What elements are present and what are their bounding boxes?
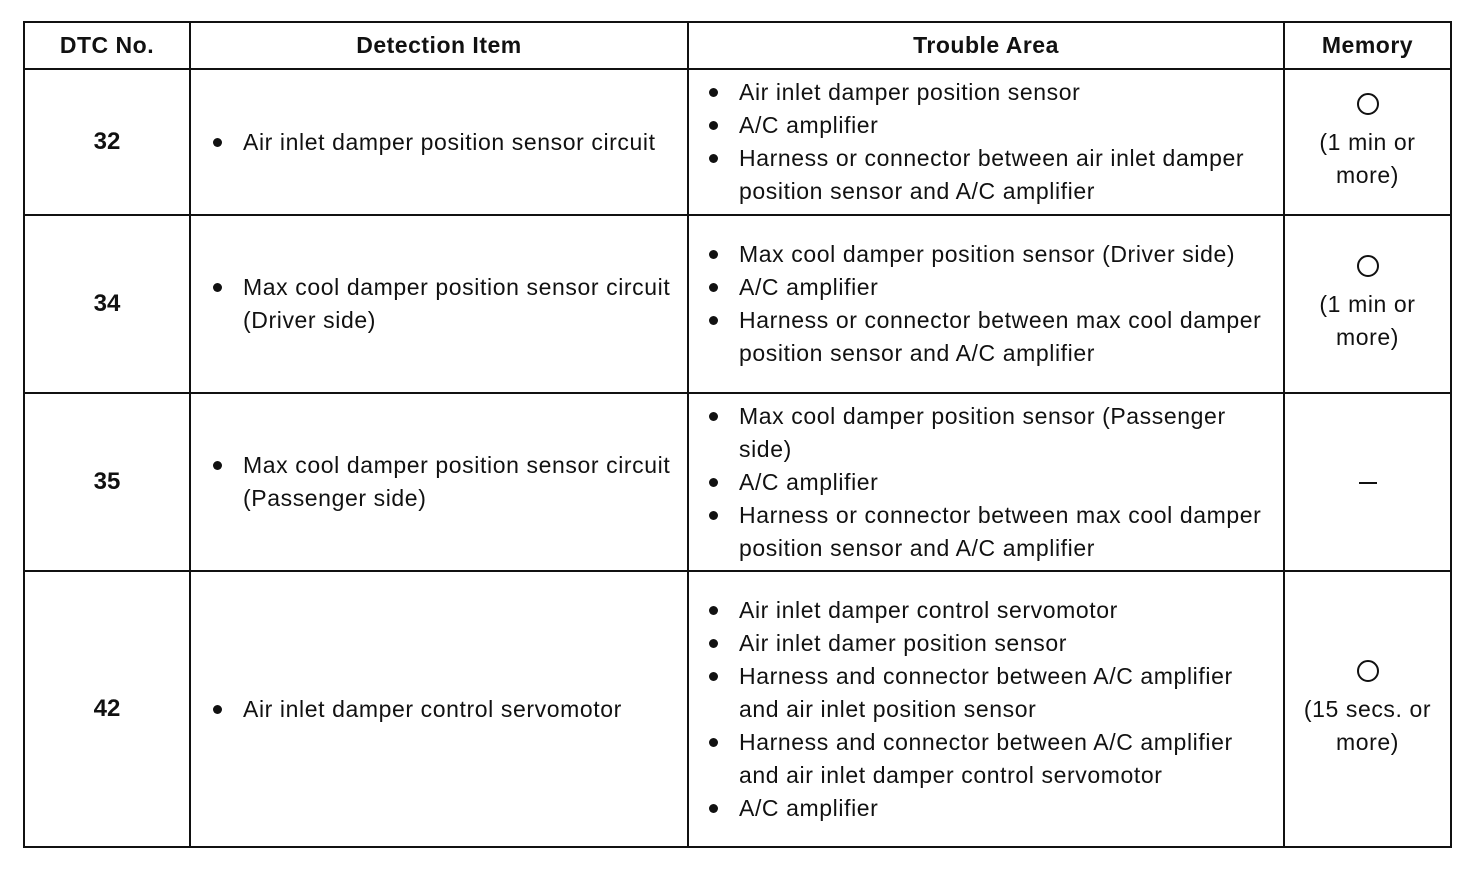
trouble-area-cell bbox=[688, 571, 1284, 847]
trouble-item: Max cool damper position sensor (Passenger side) bbox=[705, 400, 1273, 466]
trouble-item: Air inlet damer position sensor bbox=[705, 627, 1273, 660]
table-row bbox=[24, 215, 1451, 393]
table-row bbox=[24, 393, 1451, 571]
detection-list bbox=[209, 271, 677, 337]
detection-item-cell bbox=[190, 215, 688, 393]
detection-item: Air inlet damper position sensor circuit bbox=[209, 126, 677, 159]
memory-cell bbox=[1284, 69, 1451, 215]
trouble-item: Harness or connector between max cool damper position sensor and A/C amplifier bbox=[705, 499, 1273, 565]
header-memory: Memory bbox=[1284, 22, 1451, 69]
detection-item-cell bbox=[190, 571, 688, 847]
memory-cell bbox=[1284, 571, 1451, 847]
trouble-list bbox=[705, 594, 1273, 825]
memory-circle-icon bbox=[1357, 255, 1379, 277]
trouble-item: A/C amplifier bbox=[705, 466, 1273, 499]
memory-circle-icon bbox=[1357, 660, 1379, 682]
memory-cell bbox=[1284, 393, 1451, 571]
detection-list bbox=[209, 693, 677, 726]
detection-list bbox=[209, 449, 677, 515]
header-dtc-no: DTC No. bbox=[24, 22, 190, 69]
header-row bbox=[24, 22, 1451, 69]
dtc-number: 42 bbox=[24, 571, 190, 847]
trouble-item: A/C amplifier bbox=[705, 109, 1273, 142]
trouble-item: Air inlet damper control servomotor bbox=[705, 594, 1273, 627]
trouble-item: A/C amplifier bbox=[705, 792, 1273, 825]
trouble-list bbox=[705, 76, 1273, 208]
detection-item-cell bbox=[190, 69, 688, 215]
trouble-area-cell bbox=[688, 393, 1284, 571]
dtc-table bbox=[23, 21, 1452, 848]
memory-dash-icon bbox=[1359, 482, 1377, 484]
trouble-item: A/C amplifier bbox=[705, 271, 1273, 304]
trouble-item: Max cool damper position sensor (Driver side) bbox=[705, 238, 1273, 271]
detection-item: Max cool damper position sensor circuit (Passenger side) bbox=[209, 449, 677, 515]
dtc-number: 32 bbox=[24, 69, 190, 215]
trouble-item: Harness and connector between A/C amplifier and air inlet position sensor bbox=[705, 660, 1273, 726]
memory-note: (15 secs. or more) bbox=[1303, 695, 1432, 755]
trouble-item: Harness or connector between max cool damper position sensor and A/C amplifier bbox=[705, 304, 1273, 370]
memory-circle-icon bbox=[1357, 93, 1379, 115]
table-row bbox=[24, 69, 1451, 215]
dtc-number: 35 bbox=[24, 393, 190, 571]
memory-cell bbox=[1284, 215, 1451, 393]
trouble-item: Air inlet damper position sensor bbox=[705, 76, 1273, 109]
header-detection-item: Detection Item bbox=[190, 22, 688, 69]
header-trouble-area: Trouble Area bbox=[688, 22, 1284, 69]
trouble-area-cell bbox=[688, 69, 1284, 215]
trouble-list bbox=[705, 400, 1273, 565]
trouble-item: Harness and connector between A/C amplifier and air inlet damper control servomotor bbox=[705, 726, 1273, 792]
trouble-list bbox=[705, 238, 1273, 370]
detection-item-cell bbox=[190, 393, 688, 571]
dtc-number: 34 bbox=[24, 215, 190, 393]
memory-note: (1 min or more) bbox=[1319, 290, 1416, 350]
trouble-item: Harness or connector between air inlet damper position sensor and A/C amplifier bbox=[705, 142, 1273, 208]
table-row bbox=[24, 571, 1451, 847]
memory-note: (1 min or more) bbox=[1319, 128, 1416, 188]
detection-item: Air inlet damper control servomotor bbox=[209, 693, 677, 726]
detection-item: Max cool damper position sensor circuit (Driver side) bbox=[209, 271, 677, 337]
trouble-area-cell bbox=[688, 215, 1284, 393]
detection-list bbox=[209, 126, 677, 159]
